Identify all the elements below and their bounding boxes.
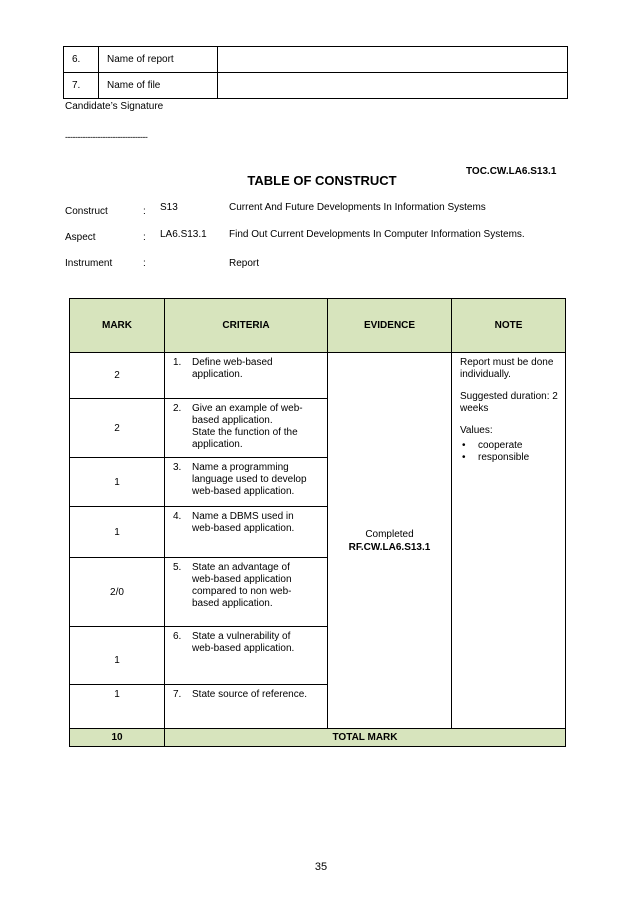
criteria-line: compared to non web- bbox=[192, 586, 292, 597]
note-values-list bbox=[460, 440, 559, 464]
criteria-line: web-based application. bbox=[192, 486, 295, 497]
total-row bbox=[70, 729, 566, 747]
criteria-cell bbox=[165, 507, 328, 558]
mark-cell: 1 bbox=[70, 458, 165, 507]
row-number: 7. bbox=[64, 73, 99, 99]
criteria-line: Name a DBMS used in bbox=[192, 511, 294, 522]
criteria-line: based application. bbox=[192, 598, 273, 609]
criteria-line: based application. bbox=[192, 415, 273, 426]
total-mark: 10 bbox=[70, 729, 165, 747]
mark-cell: 2 bbox=[70, 399, 165, 458]
mark-cell: 1 bbox=[70, 507, 165, 558]
criteria-line: State an advantage of bbox=[192, 562, 290, 573]
criteria-line: web-based application bbox=[192, 574, 292, 585]
mark-cell: 1 bbox=[70, 627, 165, 685]
table-row bbox=[64, 47, 568, 73]
document-code: TOC.CW.LA6.S13.1 bbox=[466, 166, 557, 177]
meta-colon: : bbox=[143, 232, 146, 243]
page-title: TABLE OF CONSTRUCT bbox=[247, 173, 397, 188]
criteria-line: Name a programming bbox=[192, 462, 289, 473]
list-item: • cooperate bbox=[460, 440, 559, 452]
criteria-line: State a vulnerability of bbox=[192, 631, 291, 642]
header-evidence: EVIDENCE bbox=[328, 299, 452, 353]
criteria-cell bbox=[165, 399, 328, 458]
meta-colon: : bbox=[143, 258, 146, 269]
table-row bbox=[70, 353, 566, 399]
criteria-line: application. bbox=[192, 369, 243, 380]
header-note: NOTE bbox=[452, 299, 566, 353]
criteria-cell bbox=[165, 558, 328, 627]
evidence-cell bbox=[328, 353, 452, 729]
header-criteria: CRITERIA bbox=[165, 299, 328, 353]
header-mark: MARK bbox=[70, 299, 165, 353]
criteria-number: 7. bbox=[173, 689, 182, 700]
criteria-line: State source of reference. bbox=[192, 689, 308, 700]
row-value bbox=[218, 73, 568, 99]
meta-desc: Current And Future Developments In Information Systems bbox=[229, 202, 486, 213]
meta-label: Aspect bbox=[65, 232, 96, 243]
criteria-number: 3. bbox=[173, 462, 182, 473]
page-number: 35 bbox=[314, 861, 328, 873]
criteria-line: language used to develop bbox=[192, 474, 307, 485]
mark-cell: 2/0 bbox=[70, 558, 165, 627]
criteria-number: 5. bbox=[173, 562, 182, 573]
note-cell bbox=[452, 353, 566, 729]
mark-cell: 2 bbox=[70, 353, 165, 399]
total-label: TOTAL MARK bbox=[165, 729, 566, 747]
criteria-number: 4. bbox=[173, 511, 182, 522]
note-requirement: Report must be done individually. bbox=[460, 357, 554, 380]
signature-label: Candidate’s Signature bbox=[65, 101, 164, 112]
row-value bbox=[218, 47, 568, 73]
criteria-cell bbox=[165, 685, 328, 729]
signature-line: --------------------------------- bbox=[65, 132, 148, 142]
row-number: 6. bbox=[64, 47, 99, 73]
meta-desc: Report bbox=[229, 258, 260, 269]
meta-colon: : bbox=[143, 206, 146, 217]
criteria-cell bbox=[165, 458, 328, 507]
construct-table bbox=[69, 298, 566, 747]
criteria-cell bbox=[165, 627, 328, 685]
row-label: Name of report bbox=[99, 47, 218, 73]
meta-desc: Find Out Current Developments In Computer Information Systems. bbox=[229, 229, 525, 240]
list-item: • responsible bbox=[460, 452, 559, 464]
note-values-label: Values: bbox=[460, 425, 493, 436]
meta-label: Construct bbox=[65, 206, 108, 217]
criteria-cell bbox=[165, 353, 328, 399]
criteria-line: web-based application. bbox=[192, 643, 295, 654]
criteria-line: Give an example of web- bbox=[192, 403, 303, 414]
evidence-code: RF.CW.LA6.S13.1 bbox=[348, 541, 431, 553]
meta-code: S13 bbox=[160, 202, 178, 213]
report-info-table bbox=[63, 46, 568, 99]
criteria-number: 1. bbox=[173, 357, 182, 368]
table-header-row bbox=[70, 299, 566, 353]
criteria-line: Define web-based bbox=[192, 357, 273, 368]
note-duration: Suggested duration: 2 weeks bbox=[460, 391, 558, 414]
mark-cell: 1 bbox=[70, 685, 165, 729]
evidence-status: Completed bbox=[365, 528, 414, 540]
criteria-line: application. bbox=[192, 439, 243, 450]
criteria-line: State the function of the bbox=[192, 427, 298, 438]
meta-label: Instrument bbox=[65, 258, 113, 269]
criteria-number: 2. bbox=[173, 403, 182, 414]
table-row bbox=[64, 73, 568, 99]
meta-code: LA6.S13.1 bbox=[160, 229, 207, 240]
criteria-line: web-based application. bbox=[192, 523, 295, 534]
criteria-number: 6. bbox=[173, 631, 182, 642]
row-label: Name of file bbox=[99, 73, 218, 99]
